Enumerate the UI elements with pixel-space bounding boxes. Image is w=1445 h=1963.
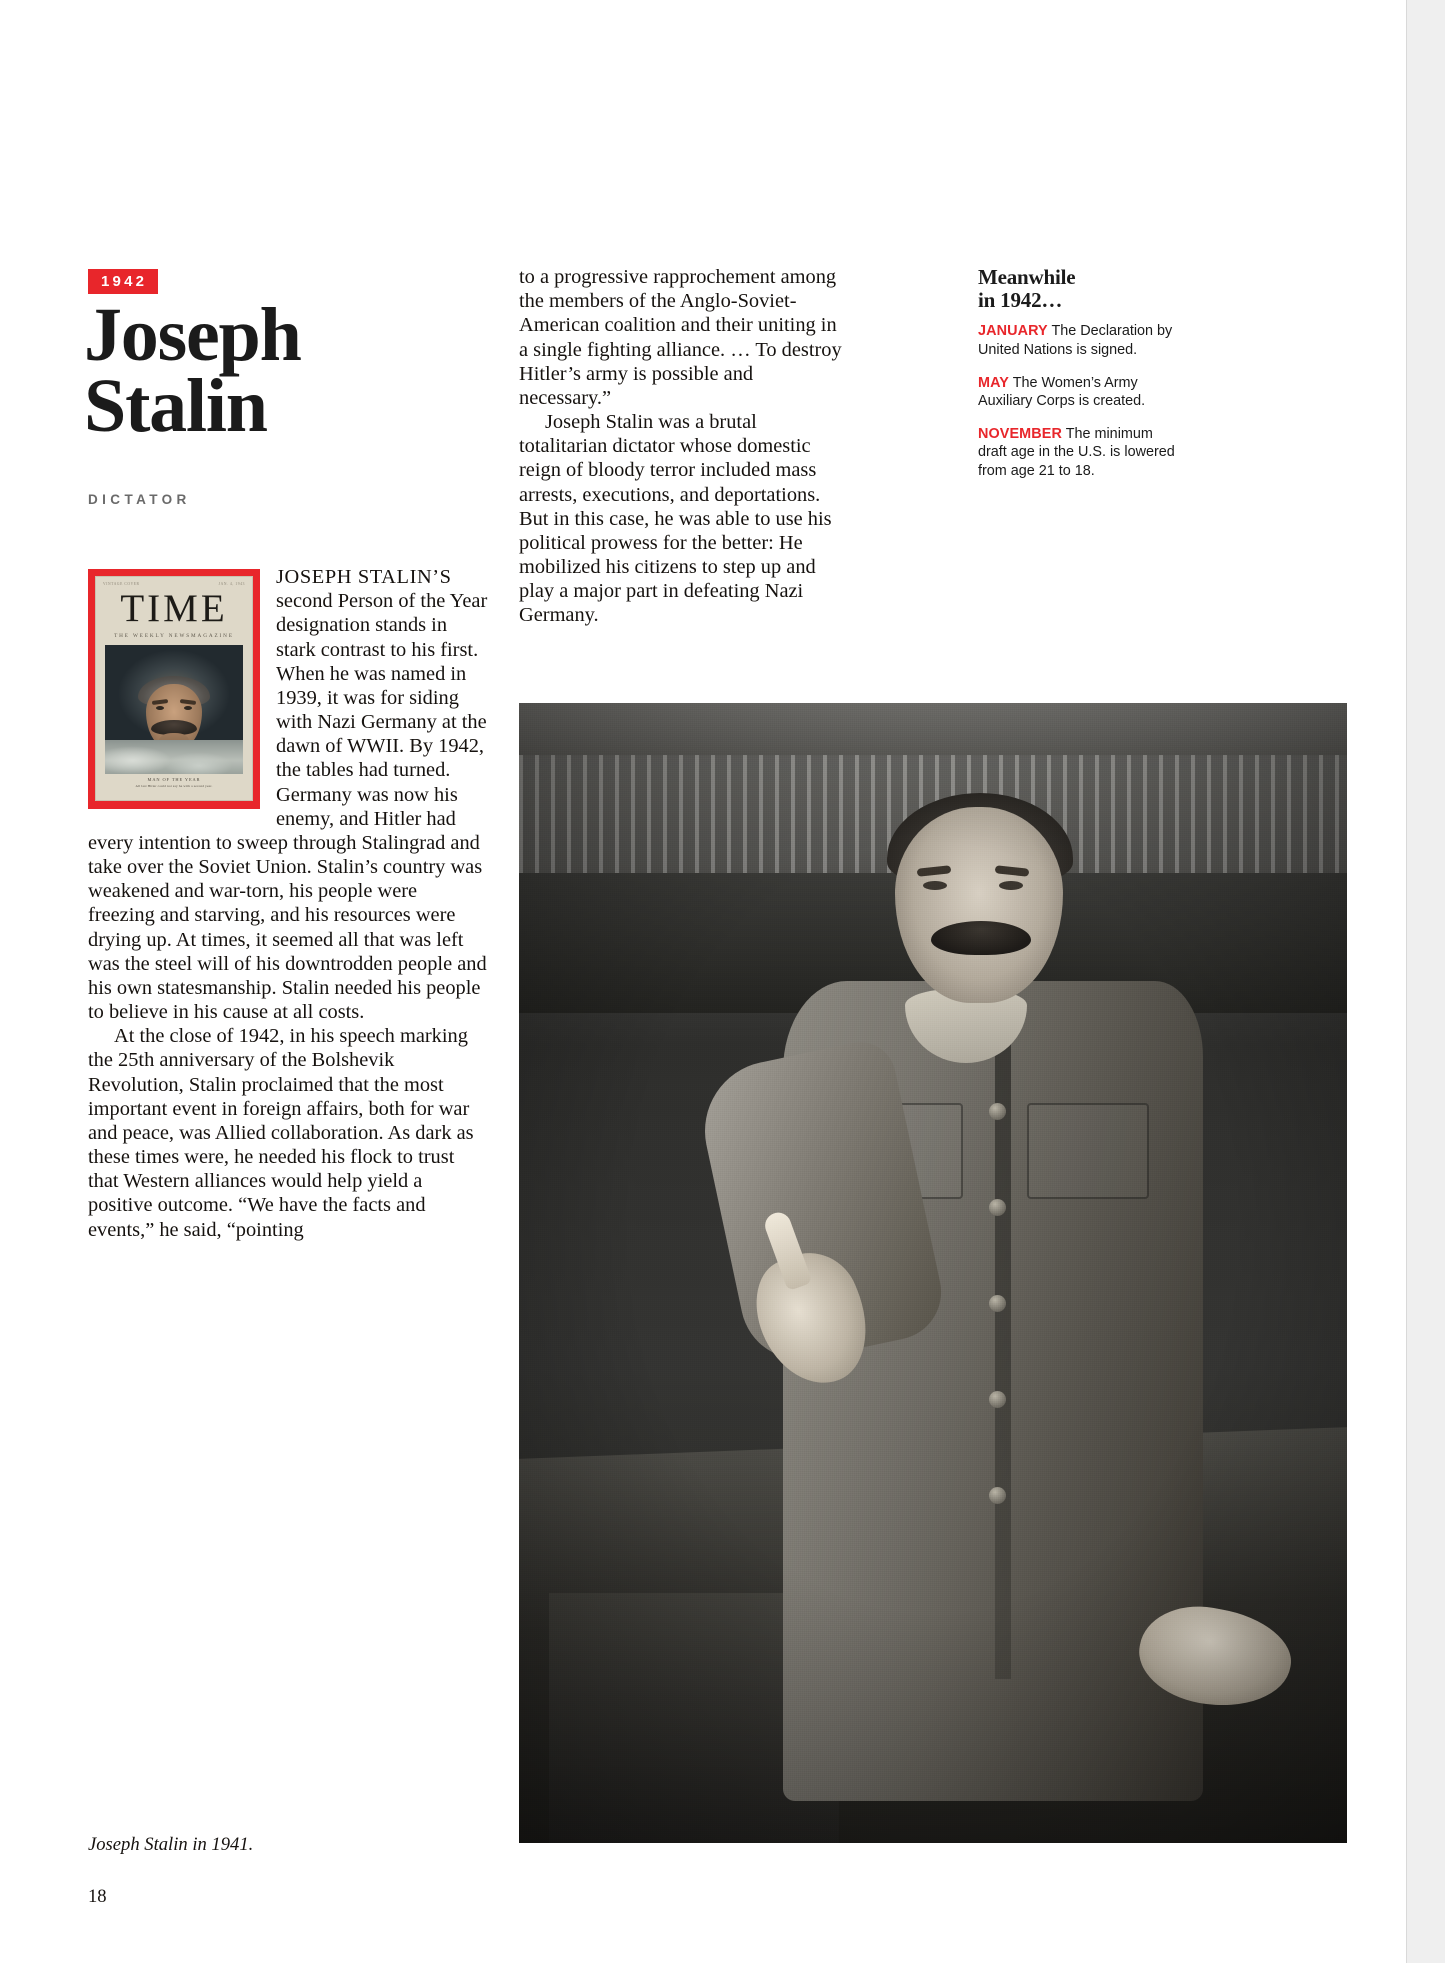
page-trim-edge xyxy=(1406,0,1445,1963)
left-column xyxy=(88,565,488,1242)
sidebar-item xyxy=(978,425,1178,481)
main-photograph xyxy=(519,703,1347,1843)
lead-in-smallcaps: JOSEPH STALIN’S xyxy=(276,566,452,588)
sidebar-item-month: NOVEMBER xyxy=(978,425,1062,442)
left-paragraph-1-rest: second Person of the Year designation stands in stark contrast to his first. When he was named in 1939, it was for siding with Nazi Germany at the dawn of WWII. By 1942, the tables had turned. Germany was now his enemy, and Hitler had every intention to sweep through Stalingrad and take over the Soviet Union. Stalin’s country was weakened and war-torn, his people were freezing and starving, and his resources were drying up. At times, it seemed all that was left was the steel will of his downtrodden people and his own statesmanship. Stalin needed his people to believe in his cause at all costs. xyxy=(88,590,488,1024)
time-cover-thumbnail xyxy=(88,569,260,809)
time-cover-inner xyxy=(95,576,253,801)
page-number: 18 xyxy=(88,1886,107,1907)
sidebar-item xyxy=(978,374,1178,411)
time-logo: TIME xyxy=(120,587,228,630)
headline-line-2: Stalin xyxy=(84,363,267,448)
portrait-eye-left xyxy=(156,706,164,710)
portrait-eye-right xyxy=(184,706,192,710)
sidebar-item-text: The Women’s Army Auxiliary Corps is created. xyxy=(978,374,1146,410)
time-cover-caption xyxy=(96,777,252,789)
time-cover-caption-line-1: MAN OF THE YEAR xyxy=(147,777,201,783)
portrait-waves xyxy=(105,740,243,774)
photo-caption: Joseph Stalin in 1941. xyxy=(88,1834,254,1855)
middle-column xyxy=(519,265,844,628)
sidebar-title-line-2: in 1942… xyxy=(978,287,1063,312)
photo-vignette xyxy=(519,703,1347,1843)
time-cover-caption-line-2: All last Hitler could not say he with a second year. xyxy=(135,784,213,789)
time-cover-portrait xyxy=(105,645,243,774)
role-kicker: DICTATOR xyxy=(88,492,191,507)
sidebar-item-month: JANUARY xyxy=(978,323,1048,340)
sidebar-title-line-1: Meanwhile xyxy=(978,265,1076,289)
meanwhile-sidebar xyxy=(978,266,1178,494)
left-paragraph-2: At the close of 1942, in his speech marking the 25th anniversary of the Bolshevik Revolution, Stalin proclaimed that the most important event in foreign affairs, both for war and peace, was Allied collaboration. As dark as these times were, he needed his flock to trust that Western alliances would help yield a positive outcome. “We have the facts and events,” he said, “pointing xyxy=(88,1025,474,1241)
time-tagline: THE WEEKLY NEWSMAGAZINE xyxy=(114,633,234,639)
sidebar-item-text: The Declaration by United Nations is signed. xyxy=(978,323,1173,358)
sidebar-item-month: MAY xyxy=(978,374,1009,391)
headline-line-1: Joseph xyxy=(84,293,301,377)
mid-paragraph-2: Joseph Stalin was a brutal totalitarian dictator whose domestic reign of bloody terror included mass arrests, executions, and deportations. But in this case, he was able to use his political prowess for the better: He mobilized his citizens to step up and play a major part in defeating Nazi Germany. xyxy=(519,411,832,627)
sidebar-item-text: The minimum draft age in the U.S. is lowered from age 21 to 18. xyxy=(978,425,1175,479)
sidebar-item xyxy=(978,322,1178,359)
time-cover-rule-right: JAN. 4, 1943 xyxy=(218,582,245,586)
page-title xyxy=(84,293,504,448)
sidebar-title xyxy=(978,266,1178,311)
year-badge: 1942 xyxy=(88,269,158,294)
mid-paragraph-1: to a progressive rapprochement among the members of the Anglo-Soviet-American coalition and their uniting in a single fighting alliance. … To destroy Hitler’s army is possible and necessary.” xyxy=(519,266,842,409)
time-cover-rule-left: VINTAGE COVER xyxy=(103,582,140,586)
